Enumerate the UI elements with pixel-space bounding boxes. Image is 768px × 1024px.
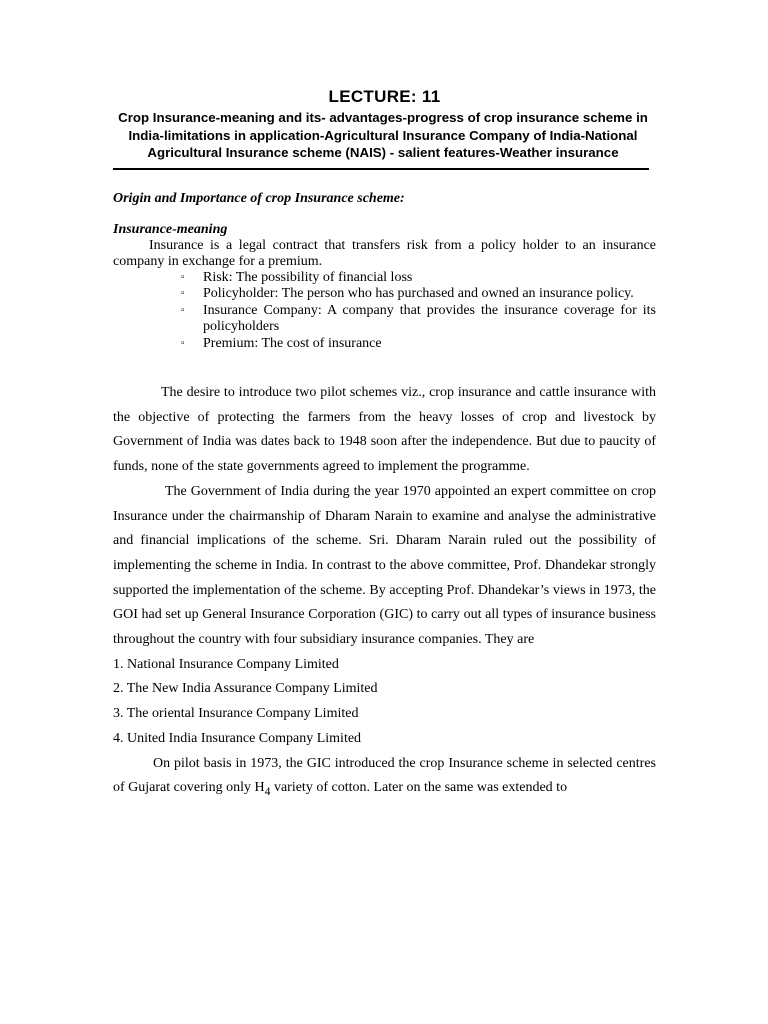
company-item: 1. National Insurance Company Limited [113, 656, 339, 672]
pilot-text-start: On pilot basis in 1973, the GIC introduced the crop Insurance scheme in selected centres of Gujarat covering only H [113, 755, 656, 796]
list-item [181, 303, 656, 336]
company-item: 3. The oriental Insurance Company Limited [113, 706, 359, 722]
bullet-text: Insurance Company: A company that provides the insurance coverage for its policyholders [203, 302, 656, 335]
list-item [181, 270, 656, 286]
sub-heading-insurance-meaning: Insurance-meaning [113, 222, 228, 237]
paragraph-history: The desire to introduce two pilot schemes viz., crop insurance and cattle insurance with the objective of protecting the farmers from the heavy losses of crop and livestock by Government of India was dates back to 1948 soon after the independence. But due to paucity of funds, none of the state governments agreed to implement the programme. [113, 385, 656, 475]
pilot-text-end: variety of cotton. Later on the same was extended to [270, 780, 568, 796]
title-divider [113, 168, 649, 170]
bullet-square-icon: ▫ [181, 288, 185, 300]
paragraph-committee: The Government of India during the year 1970 appointed an expert committee on crop Insurance under the chairmanship of Dharam Narain to examine and analyse the administrative and financial implications of the scheme. Sri. Dharam Narain ruled out the possibility of implementing the scheme in India. In contrast to the above committee, Prof. Dhandekar strongly supported the implementation of the scheme. By accepting Prof. Dhandekar’s views in 1973, the GOI had set up General Insurance Corporation (GIC) to carry out all types of insurance business throughout the country with four subsidiary insurance companies. They are [113, 483, 656, 648]
lecture-subtitle: Crop Insurance-meaning and its- advantages-progress of crop insurance scheme in India-limitations in application-Agricultural Insurance Company of India-National Agricultural Insurance scheme (NAIS) - salient features-Weather insurance [118, 110, 648, 160]
insurance-definition [113, 238, 656, 270]
list-item [181, 286, 656, 302]
list-item [181, 336, 656, 352]
body-text [113, 381, 656, 805]
paragraph-pilot-scheme [113, 752, 656, 805]
bullet-square-icon: ▫ [181, 337, 185, 349]
bullet-square-icon: ▫ [181, 272, 185, 283]
bullet-text: Risk: The possibility of financial loss [203, 270, 413, 285]
company-item: 4. United India Insurance Company Limited [113, 730, 362, 746]
bullet-text: Policyholder: The person who has purchased and owned an insurance policy. [203, 286, 634, 302]
lecture-title: LECTURE: 11 [328, 87, 441, 106]
bullet-text: Premium: The cost of insurance [203, 335, 382, 351]
subscript-number: 4 [264, 785, 271, 799]
insurance-terms-list [181, 270, 656, 352]
company-item: 2. The New India Assurance Company Limited [113, 681, 378, 697]
bullet-square-icon: ▫ [181, 304, 185, 316]
section-heading: Origin and Importance of crop Insurance scheme: [113, 191, 405, 206]
definition-text: Insurance is a legal contract that transfers risk from a policy holder to an insurance company in exchange for a premium. [113, 238, 656, 269]
